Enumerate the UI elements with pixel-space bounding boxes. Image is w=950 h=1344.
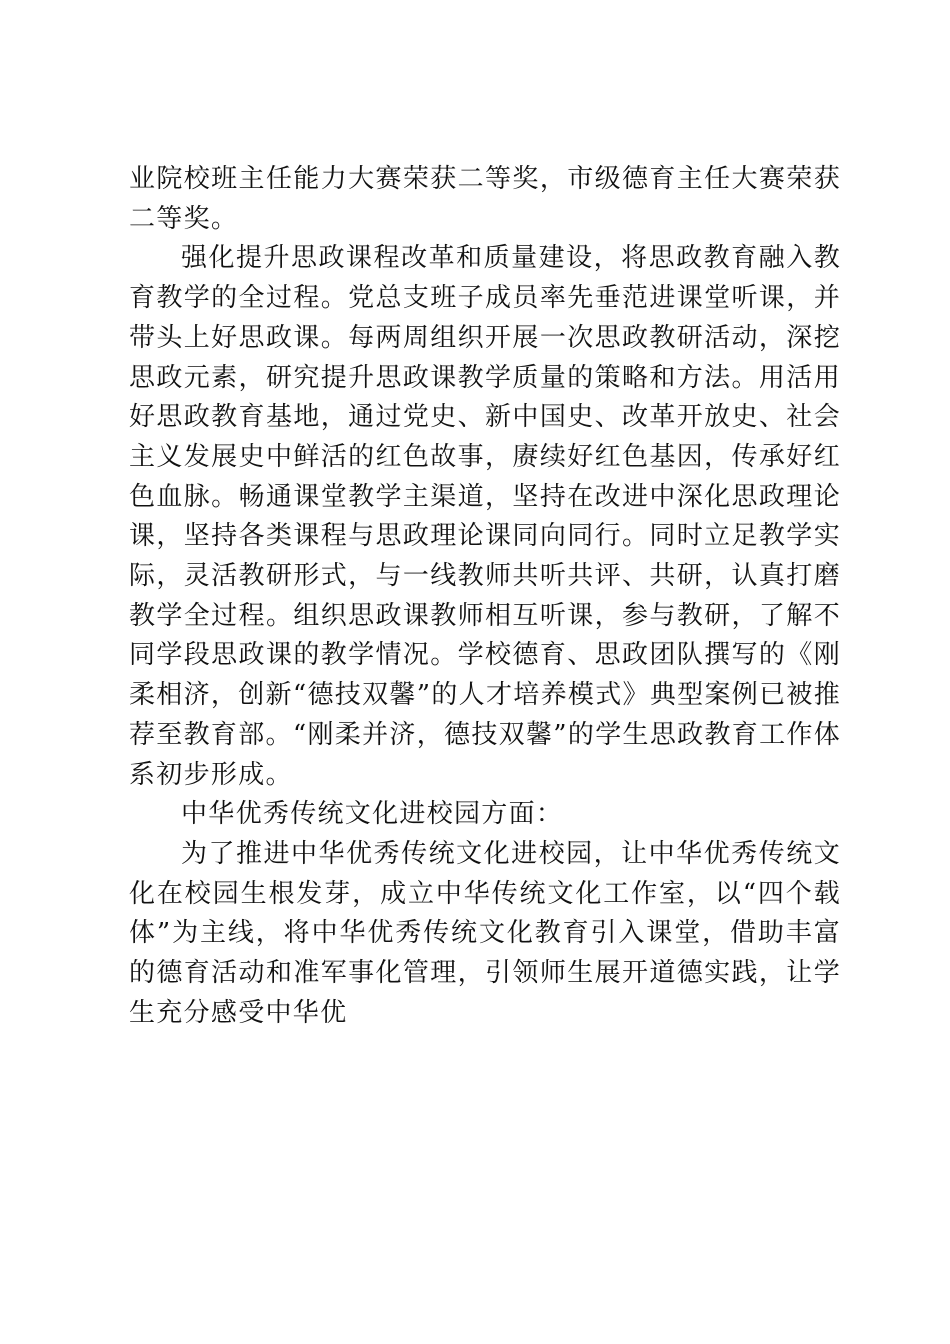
paragraph-traditional-culture-heading: 中华优秀传统文化进校园方面： xyxy=(181,799,564,830)
paragraph-traditional-culture-body: 为了推进中华优秀传统文化进校园，让中华优秀传统文化在校园生根发芽，成立中华传统文化工作室，以“四个载体”为主线，将中华优秀传统文化教育引入课堂，借助丰富的德育活动和准军事化管理，引领师生展开道德实践，让学生充分感受中华优 xyxy=(129,838,841,1028)
document-body xyxy=(129,160,841,1033)
paragraph-continued: 业院校班主任能力大赛荣获二等奖，市级德育主任大赛荣获二等奖。 xyxy=(129,164,841,234)
paragraph-ideological-course-reform: 强化提升思政课程改革和质量建设，将思政教育融入教育教学的全过程。党总支班子成员率先垂范进课堂听课，并带头上好思政课。每两周组织开展一次思政教研活动，深挖思政元素，研究提升思政课教学质量的策略和方法。用活用好思政教育基地，通过党史、新中国史、改革开放史、社会主义发展史中鲜活的红色故事，赓续好红色基因，传承好红色血脉。畅通课堂教学主渠道，坚持在改进中深化思政理论课，坚持各类课程与思政理论课同向同行。同时立足教学实际，灵活教研形式，与一线教师共听共评、共研，认真打磨教学全过程。组织思政课教师相互听课，参与教研，了解不同学段思政课的教学情况。学校德育、思政团队撰写的《刚柔相济，创新“德技双馨”的人才培养模式》典型案例已被推荐至教育部。“刚柔并济，德技双馨”的学生思政教育工作体系初步形成。 xyxy=(129,243,841,790)
